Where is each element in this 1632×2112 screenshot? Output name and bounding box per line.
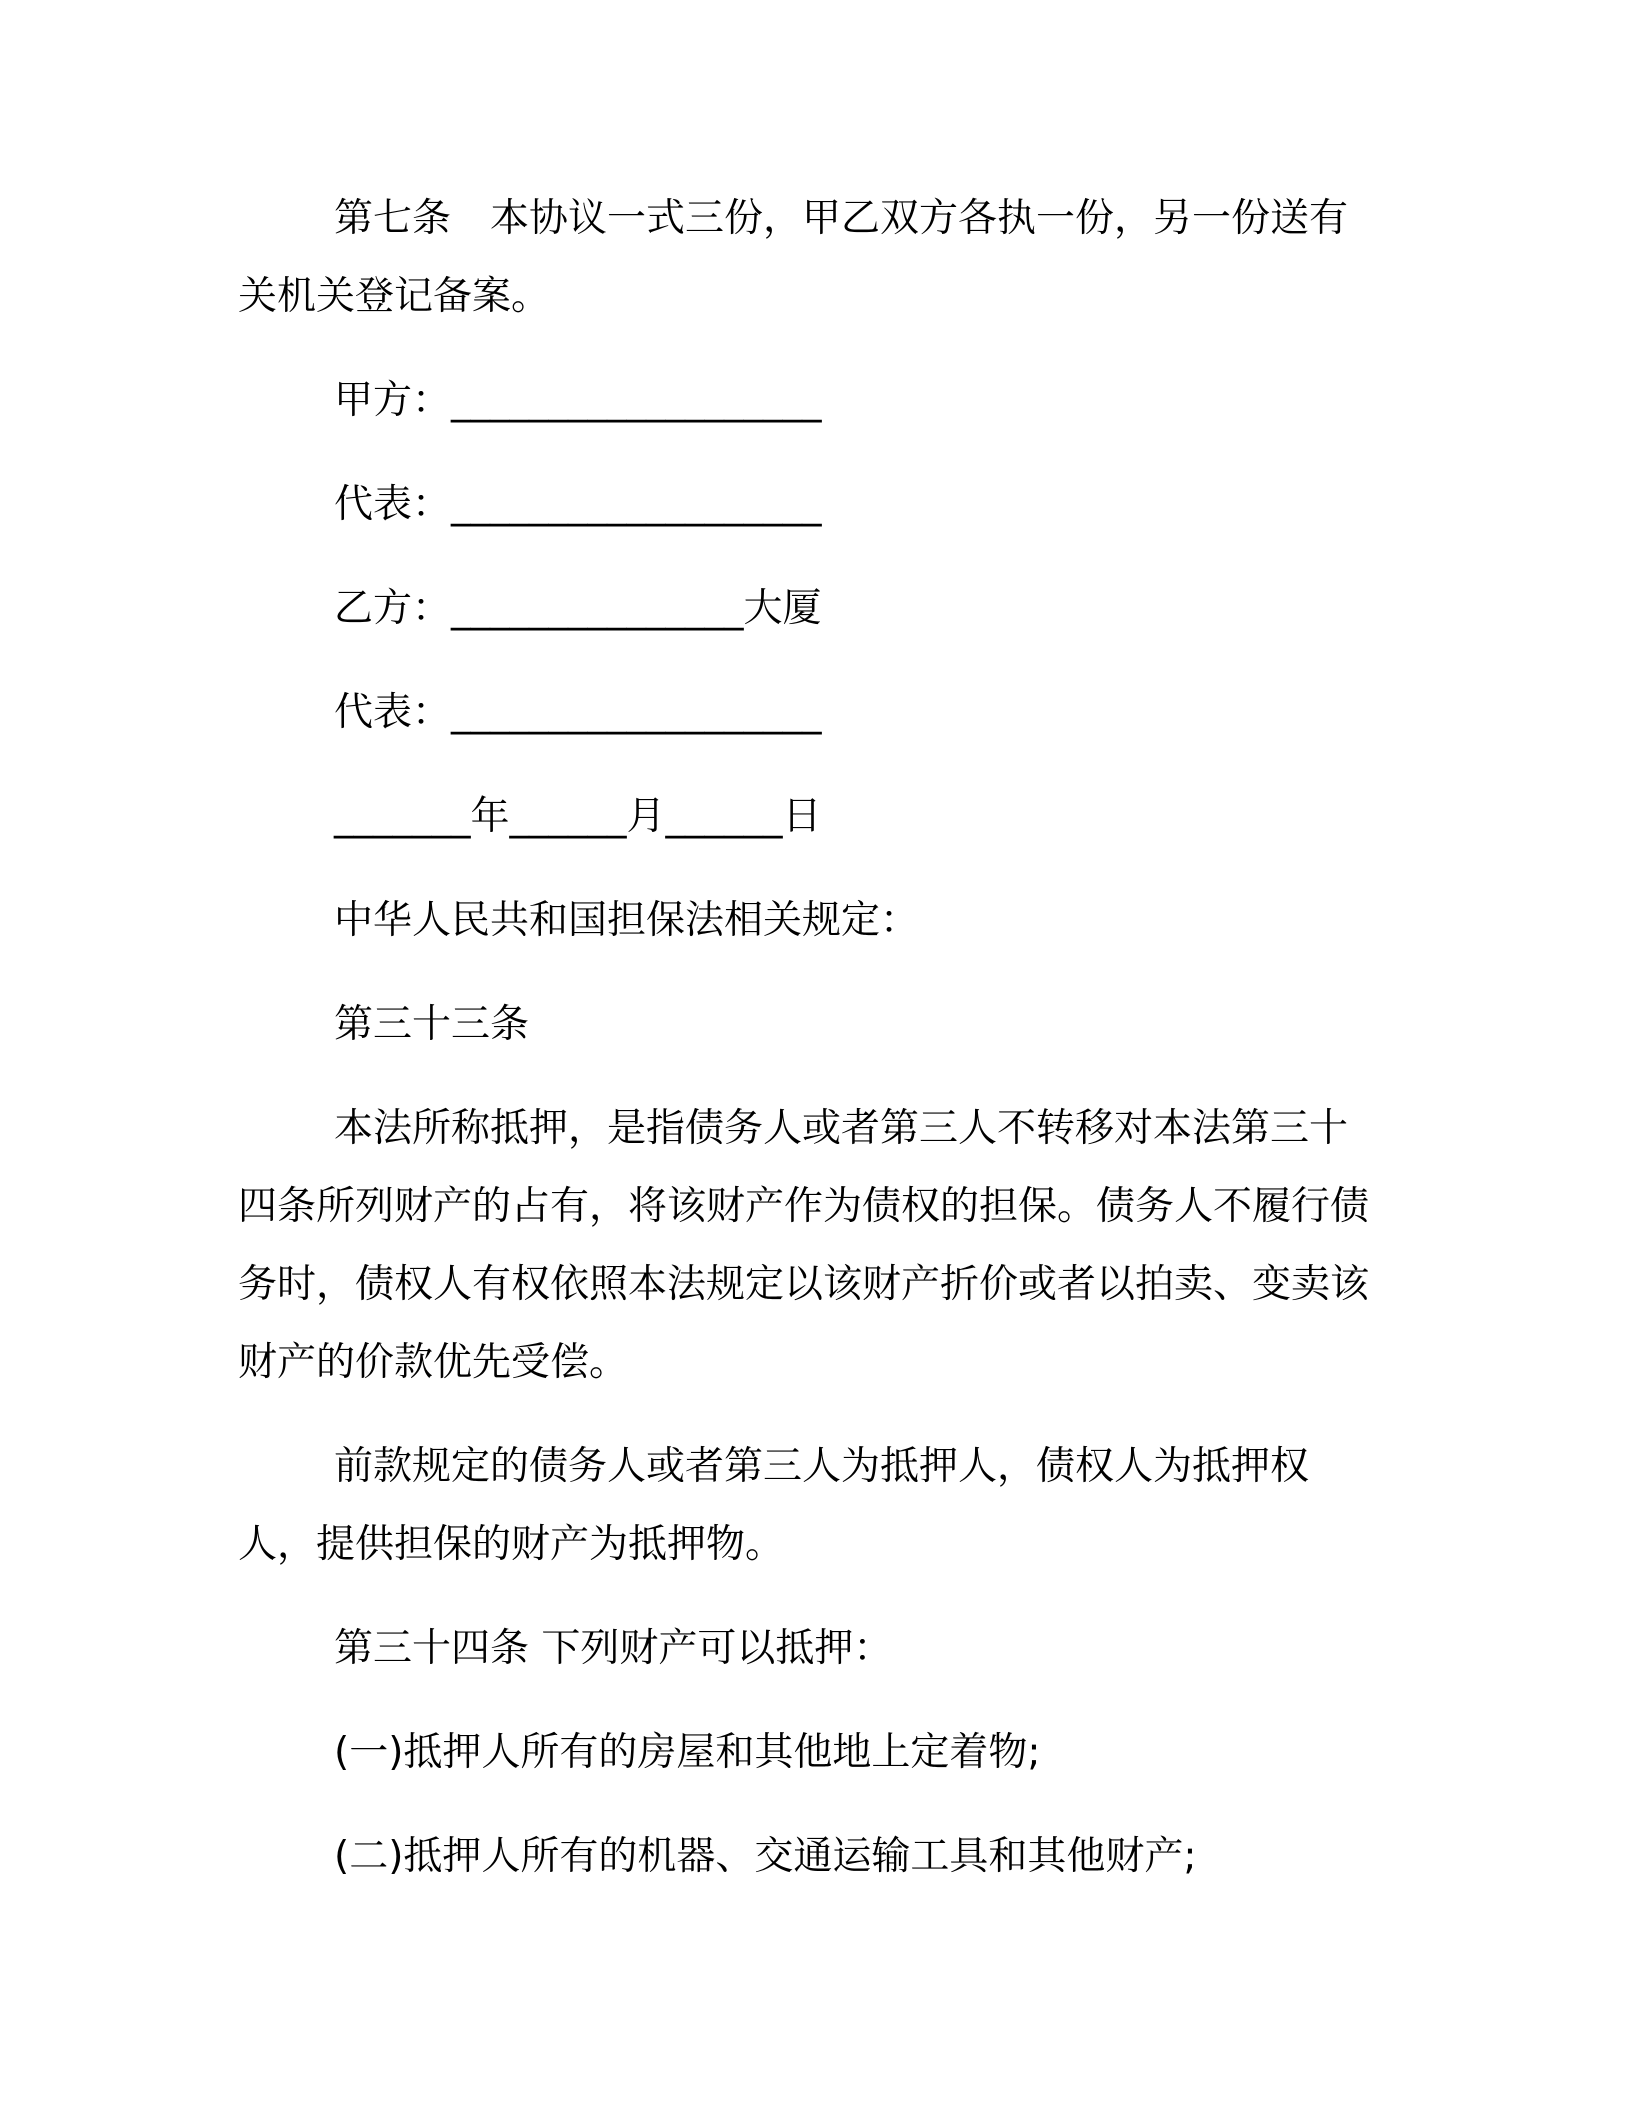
- article-33-paragraph-1: 本法所称抵押，是指债务人或者第三人不转移对本法第三十四条所列财产的占有，将该财产作为债权的担保。债务人不履行债务时，债权人有权依照本法规定以该财产折价或者以拍卖、变卖该财产的价款优先受偿。: [238, 1106, 1370, 1385]
- party-b-representative-line: 代表：___________________: [334, 690, 822, 735]
- article-34-item-2: (二)抵押人所有的机器、交通运输工具和其他财产;: [334, 1834, 1197, 1879]
- article-33-paragraph-2: 前款规定的债务人或者第三人为抵押人，债权人为抵押权人，提供担保的财产为抵押物。: [238, 1444, 1310, 1567]
- party-a-signature-line: 甲方：___________________: [334, 378, 822, 423]
- party-b-signature-line: 乙方：_______________大厦: [334, 586, 822, 631]
- article-34-item-1: (一)抵押人所有的房屋和其他地上定着物;: [334, 1730, 1041, 1775]
- article-33-heading: 第三十三条: [334, 1002, 530, 1047]
- article-34-heading: 第三十四条 下列财产可以抵押：: [334, 1626, 893, 1671]
- date-line: _______年______月______日: [334, 794, 822, 839]
- party-a-representative-line: 代表：___________________: [334, 482, 822, 527]
- article-7-paragraph: 第七条 本协议一式三份，甲乙双方各执一份，另一份送有关机关登记备案。: [238, 196, 1349, 319]
- document-body: [238, 180, 1374, 1922]
- law-heading: 中华人民共和国担保法相关规定：: [334, 898, 920, 943]
